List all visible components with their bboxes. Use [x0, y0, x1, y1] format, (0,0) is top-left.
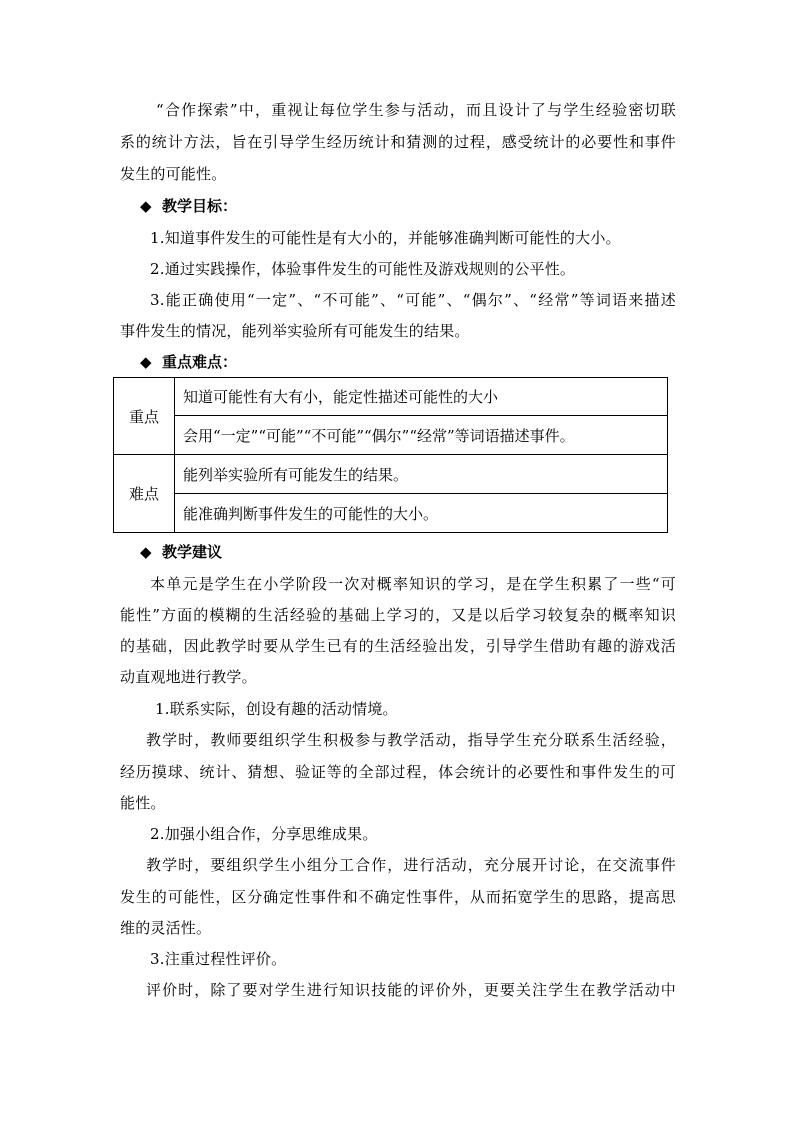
item2-line-2: 发生的可能性，区分确定性事件和不确定性事件，从而拓宽学生的思路，提高思	[120, 888, 676, 906]
table-row	[114, 378, 668, 416]
keypoints-heading-text: 重点难点：	[162, 353, 238, 371]
item1-line-3: 能性。	[120, 794, 166, 812]
suggest-line-2: 能性”方面的模糊的生活经验的基础上学习的，又是以后学习较复杂的概率知识	[120, 606, 676, 624]
key-item-1: 知道可能性有大有小，能定性描述可能性的大小	[175, 378, 668, 416]
intro-line-2: 系的统计方法，旨在引导学生经历统计和猜测的过程，感受统计的必要性和事件	[120, 133, 676, 151]
diff-item-1: 能列举实验所有可能发生的结果。	[175, 455, 668, 494]
item2-line-1: 教学时，要组织学生小组分工合作，进行活动，充分展开讨论，在交流事件	[146, 856, 676, 874]
table-row	[114, 416, 668, 455]
item1-line-2: 经历摸球、统计、猜想、验证等的全部过程，体会统计的必要性和事件发生的可	[120, 763, 676, 781]
item3-line-1: 评价时，除了要对学生进行知识技能的评价外，更要关注学生在教学活动中	[146, 981, 676, 999]
item2-line-3: 维的灵活性。	[120, 919, 212, 937]
item1-line-1: 教学时，教师要组织学生积极参与教学活动，指导学生充分联系生活经验，	[146, 731, 676, 749]
key-label: 重点	[114, 378, 175, 455]
key-item-2: 会用“一定”“可能”“不可能”“偶尔”“经常”等词语描述事件。	[175, 416, 668, 455]
goals-heading	[140, 196, 237, 216]
suggest-line-1: 本单元是学生在小学阶段一次对概率知识的学习，是在学生积累了一些“可	[150, 575, 676, 593]
intro-line-3: 发生的可能性。	[120, 165, 227, 183]
intro-line-1: “合作探索”中，重视让每位学生参与活动，而且设计了与学生经验密切联	[156, 101, 676, 119]
table-row	[114, 494, 668, 533]
goal-1: 1.知道事件发生的可能性是有大小的，并能够准确判断可能性的大小。	[150, 229, 621, 247]
keypoints-heading	[140, 352, 237, 372]
bullet-diamond-icon: ◆	[140, 543, 152, 561]
item3-title: 3.注重过程性评价。	[150, 950, 287, 968]
goal-3-cont: 事件发生的情况，能列举实验所有可能发生的结果。	[120, 322, 470, 340]
diff-item-2: 能准确判断事件发生的可能性的大小。	[175, 494, 668, 533]
goals-heading-text: 教学目标：	[162, 197, 238, 215]
suggest-line-4: 动直观地进行教学。	[120, 668, 257, 686]
bullet-diamond-icon: ◆	[140, 353, 152, 371]
suggest-heading-text: 教学建议	[162, 543, 223, 561]
goal-2: 2.通过实践操作，体验事件发生的可能性及游戏规则的公平性。	[150, 260, 576, 278]
goal-3: 3.能正确使用“一定”、“不可能”、“可能”、“偶尔”、“经常”等词语来描述	[150, 291, 676, 309]
diff-label: 难点	[114, 455, 175, 533]
item1-title: 1.联系实际，创设有趣的活动情境。	[155, 700, 398, 718]
bullet-diamond-icon: ◆	[140, 197, 152, 215]
table-row	[114, 455, 668, 494]
suggest-heading	[140, 542, 222, 562]
keypoints-table	[113, 377, 668, 533]
item2-title: 2.加强小组合作，分享思维成果。	[150, 825, 378, 843]
suggest-line-3: 的基础，因此教学时要从学生已有的生活经验出发，引导学生借助有趣的游戏活	[120, 637, 676, 655]
